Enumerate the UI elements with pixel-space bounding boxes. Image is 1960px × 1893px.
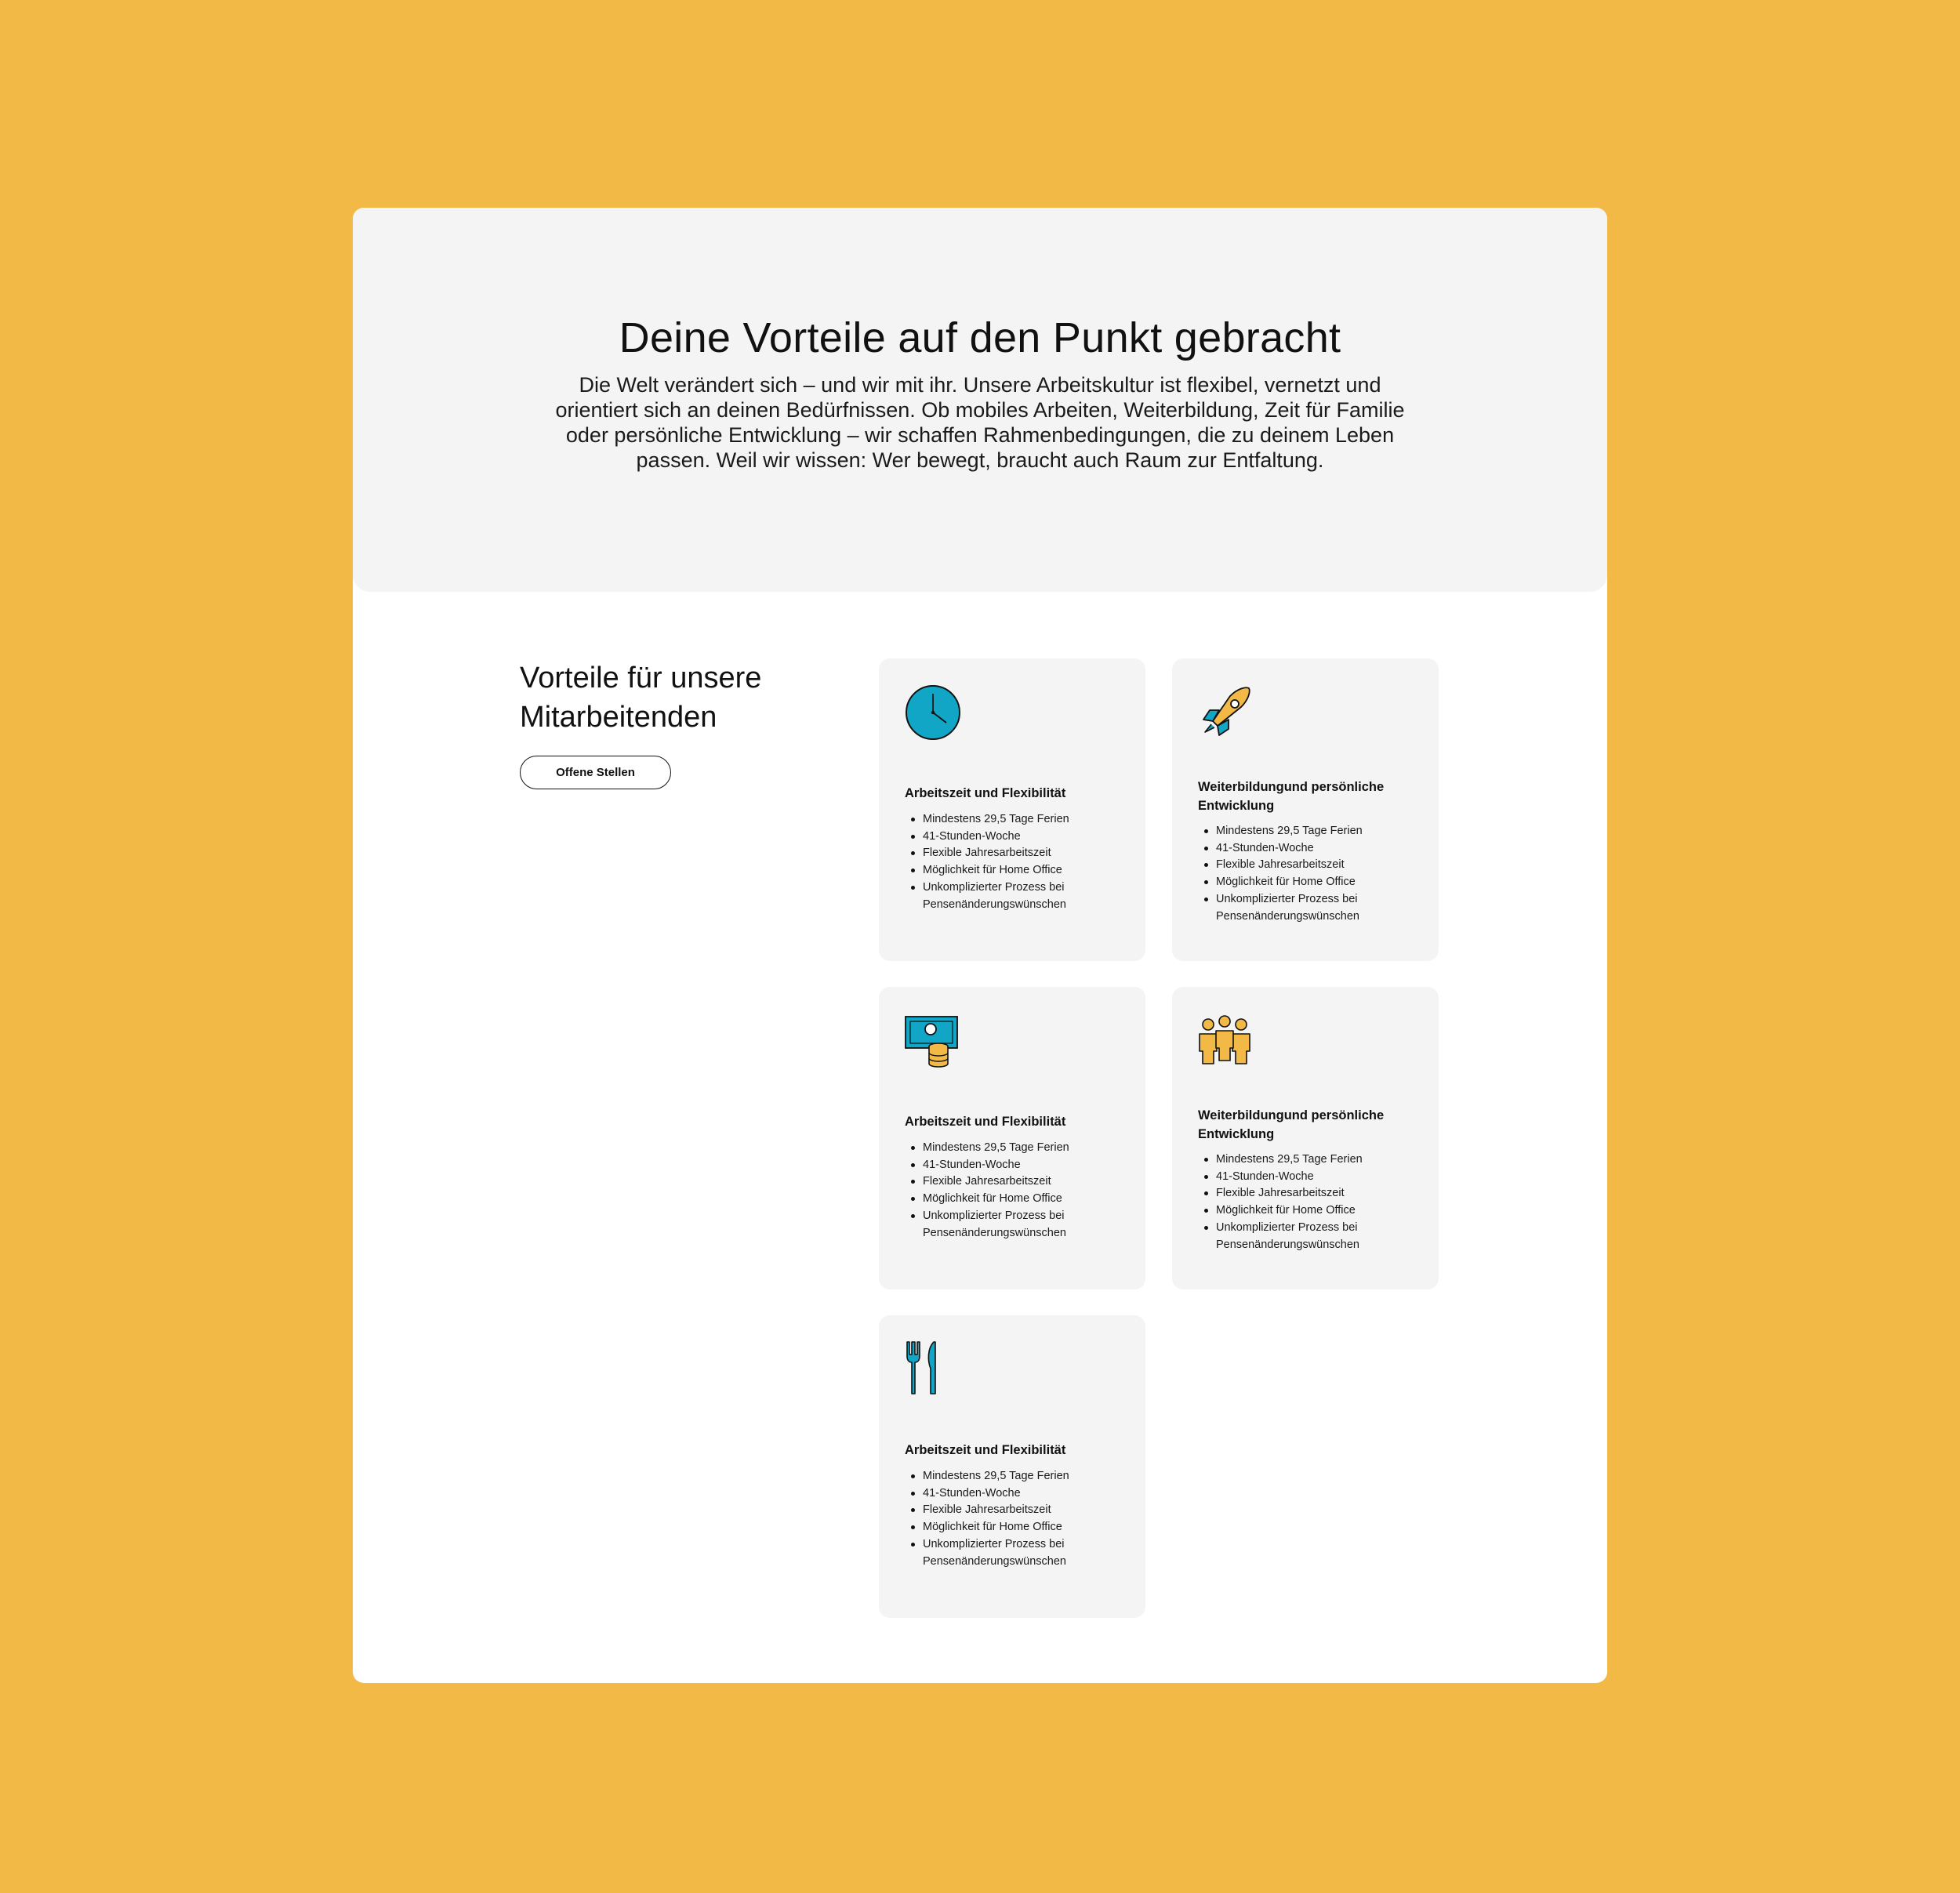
list-item: 41-Stunden-Woche	[1198, 840, 1417, 858]
card-title: Weiterbildungund persönliche Entwicklung	[1198, 1108, 1385, 1141]
list-item: Flexible Jahresarbeitszeit	[905, 1502, 1124, 1519]
money-icon	[904, 1012, 962, 1070]
list-item: Unkomplizierter Prozess bei Pensenänderungswünschen	[905, 1208, 1124, 1242]
list-item: Möglichkeit für Home Office	[1198, 1202, 1417, 1220]
benefit-card-development	[1172, 658, 1439, 961]
open-positions-button[interactable]: Offene Stellen	[520, 756, 671, 789]
list-item: Möglichkeit für Home Office	[1198, 874, 1417, 891]
hero-section	[353, 208, 1607, 592]
list-item: 41-Stunden-Woche	[905, 829, 1124, 846]
cutlery-icon	[904, 1340, 962, 1398]
list-item: Mindestens 29,5 Tage Ferien	[1198, 823, 1417, 840]
hero-title: Deine Vorteile auf den Punkt gebracht	[619, 314, 1341, 361]
card-title: Arbeitszeit und Flexibilität	[905, 1115, 1066, 1129]
list-item: Mindestens 29,5 Tage Ferien	[905, 811, 1124, 829]
card-title: Weiterbildungund persönliche Entwicklung	[1198, 780, 1385, 813]
benefit-card-working-time	[879, 658, 1145, 961]
list-item: Mindestens 29,5 Tage Ferien	[905, 1468, 1124, 1485]
card-benefit-list	[905, 1140, 1124, 1242]
list-item: Flexible Jahresarbeitszeit	[1198, 1185, 1417, 1202]
list-item: Flexible Jahresarbeitszeit	[905, 845, 1124, 862]
list-item: Möglichkeit für Home Office	[905, 862, 1124, 879]
rocket-icon	[1197, 684, 1255, 742]
list-item: Flexible Jahresarbeitszeit	[905, 1173, 1124, 1191]
hero-description: Die Welt verändert sich – und wir mit ihr. Unsere Arbeitskultur ist flexibel, vernetzt und orientiert sich an deinen Bedürfnissen. Ob mobiles Arbeiten, Weiterbildung, Zeit für Familie oder persönliche Entwicklung – wir schaffen Rahmenbedingungen, die zu deinem Leben passen. Weil wir wissen: Wer bewegt, braucht auch Raum zur Entfaltung.	[555, 373, 1405, 472]
clock-icon	[904, 684, 962, 742]
list-item: Unkomplizierter Prozess bei Pensenänderungswünschen	[905, 1536, 1124, 1570]
list-item: 41-Stunden-Woche	[1198, 1169, 1417, 1186]
list-item: Unkomplizierter Prozess bei Pensenänderungswünschen	[905, 879, 1124, 913]
list-item: Unkomplizierter Prozess bei Pensenänderungswünschen	[1198, 1220, 1417, 1253]
list-item: Flexible Jahresarbeitszeit	[1198, 857, 1417, 874]
list-item: Mindestens 29,5 Tage Ferien	[905, 1140, 1124, 1157]
card-benefit-list	[905, 1468, 1124, 1570]
list-item: Mindestens 29,5 Tage Ferien	[1198, 1151, 1417, 1169]
list-item: Möglichkeit für Home Office	[905, 1191, 1124, 1208]
benefits-title: Vorteile für unsere Mitarbeitenden	[520, 662, 762, 734]
people-icon	[1197, 1012, 1255, 1070]
list-item: Unkomplizierter Prozess bei Pensenänderungswünschen	[1198, 891, 1417, 925]
list-item: 41-Stunden-Woche	[905, 1157, 1124, 1174]
list-item: Möglichkeit für Home Office	[905, 1519, 1124, 1536]
card-title: Arbeitszeit und Flexibilität	[905, 1443, 1066, 1457]
benefit-card-salary	[879, 987, 1145, 1289]
benefit-card-meals	[879, 1315, 1145, 1618]
card-title: Arbeitszeit und Flexibilität	[905, 786, 1066, 800]
card-benefit-list	[905, 811, 1124, 913]
benefit-card-team	[1172, 987, 1439, 1289]
card-benefit-list	[1198, 823, 1417, 925]
content-panel	[353, 208, 1607, 1683]
list-item: 41-Stunden-Woche	[905, 1485, 1124, 1503]
card-benefit-list	[1198, 1151, 1417, 1253]
